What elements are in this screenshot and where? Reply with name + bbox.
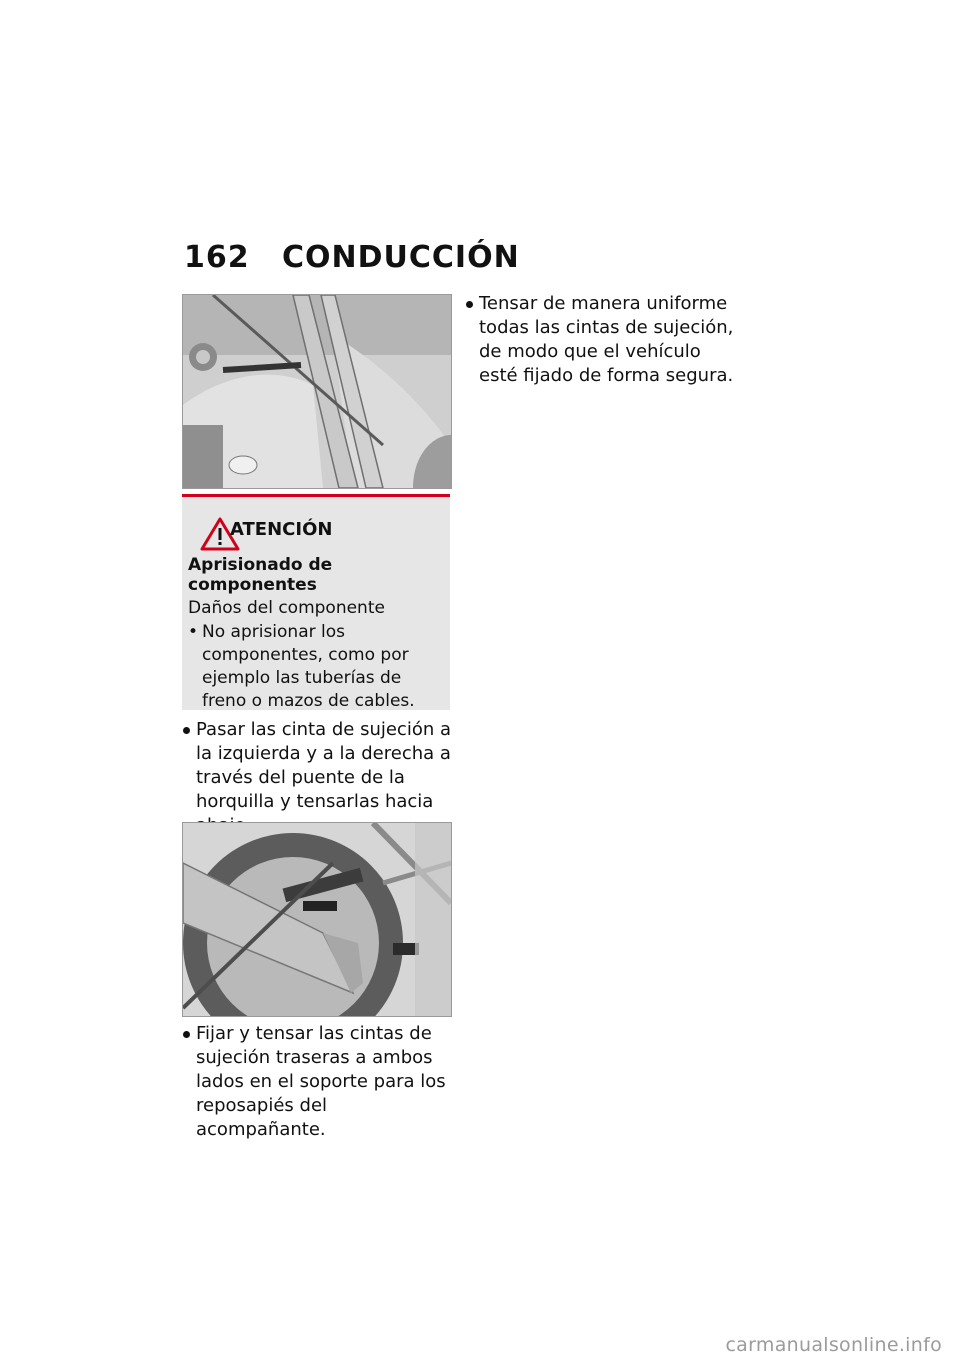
photo-front-fork-straps [182,294,452,489]
warning-subtitle: Aprisionado de componentes [188,555,333,595]
page-number: 162 [184,240,250,275]
step-item [182,718,454,838]
rear-footrest-illustration [183,823,451,1016]
front-fork-illustration [183,295,451,488]
warning-title: ATENCIÓN [230,519,333,540]
step-text: Tensar de manera uniforme todas las cintas de sujeción, de modo que el vehículo esté fijado de forma segura. [479,293,734,386]
bullet-icon [183,1031,190,1038]
warning-body [188,597,446,713]
step-item [465,292,740,388]
bullet-icon [466,301,473,308]
step-text: Pasar las cinta de sujeción a la izquierda y a la derecha a través del puente de la horquilla y tensarlas hacia [196,719,452,812]
chapter-title: CONDUCCIÓN [282,240,520,275]
photo-rear-straps [182,822,452,1017]
warning-instruction: • No aprisionar los componentes, como por ejemplo las tuberías de freno o mazos de cables. [188,621,446,713]
step-text: Fijar y tensar las cintas de sujeción traseras a ambos lados en el soporte para los reposapiés del acompañante. [196,1023,446,1140]
bullet-icon [183,727,190,734]
watermark: carmanualsonline.info [725,1334,942,1356]
step-item [182,1022,454,1142]
warning-consequence: Daños del componente [188,598,385,618]
warning-box [182,494,450,710]
